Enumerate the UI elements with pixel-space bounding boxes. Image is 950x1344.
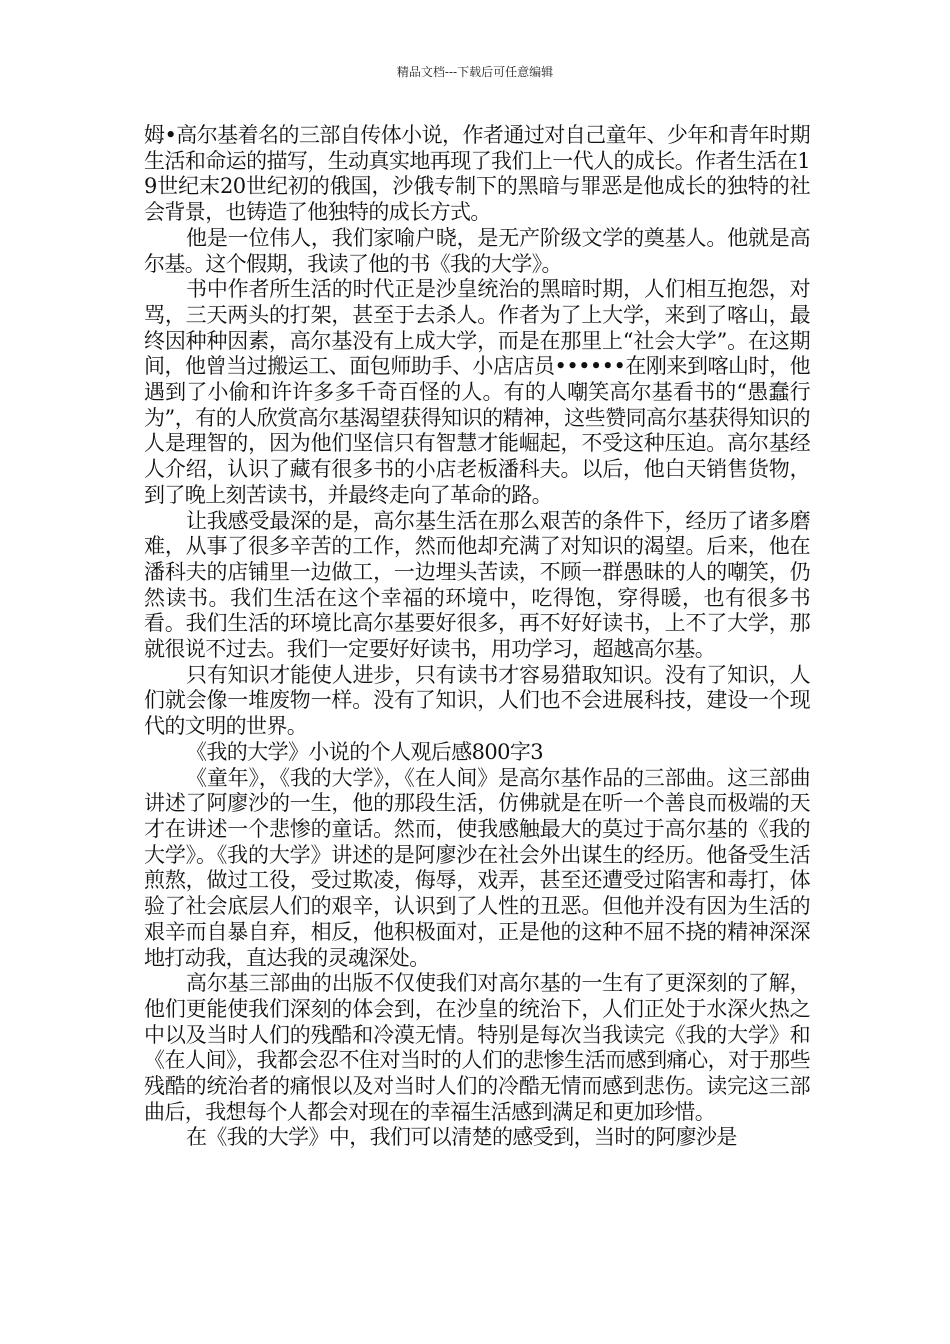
section-heading: 《我的大学》小说的个人观后感800字3	[186, 739, 544, 764]
paragraph-3: 书中作者所生活的时代正是沙皇统治的黑暗时期，人们相互抱怨，对骂，三天两头的打架，甚至于去杀人。作者为了上大学，来到了喀山，最终因种种因素，高尔基没有上成大学，而是在那里上“社会大学”。在这期间，他曾当过搬运工、面包师助手、小店店员••••••在刚来到喀山时，他遇到了小偷和许许多多千奇百怪的人。有的人嘲笑高尔基看书的“愚蠢行为”，有的人欣赏高尔基渴望获得知识的精神，这些赞同高尔基获得知识的人是理智的，因为他们坚信只有智慧才能崛起，不受这种压迫。高尔基经人介绍，认识了藏有很多书的小店老板潘科夫。以后，他白天销售货物，到了晚上刻苦读书，并最终走向了革命的路。	[144, 277, 810, 507]
paragraph-2: 他是一位伟人，我们家喻户晓，是无产阶级文学的奠基人。他就是高尔基。这个假期，我读了他的书《我的大学》。	[144, 225, 810, 276]
paragraph-4: 让我感受最深的是，高尔基生活在那么艰苦的条件下，经历了诸多磨难，从事了很多辛苦的工作，然而他却充满了对知识的渴望。后来，他在潘科夫的店铺里一边做工，一边埋头苦读，不顾一群愚昧的人的嘲笑，仍然读书。我们生活在这个幸福的环境中，吃得饱，穿得暖，也有很多书看。我们生活的环境比高尔基要好很多，再不好好读书，上不了大学，那就很说不过去。我们一定要好好读书，用功学习，超越高尔基。	[144, 508, 810, 662]
paragraph-7: 高尔基三部曲的出版不仅使我们对高尔基的一生有了更深刻的了解，他们更能使我们深刻的体会到，在沙皇的统治下，人们正处于水深火热之中以及当时人们的残酷和冷漠无情。特别是每次当我读完《我的大学》和《在人间》，我都会忍不住对当时的人们的悲惨生活而感到痛心，对于那些残酷的统治者的痛恨以及对当时人们的冷酷无情而感到悲伤。读完这三部曲后，我想每个人都会对现在的幸福生活感到满足和更加珍惜。	[144, 971, 810, 1124]
paragraph-1: 姆•高尔基着名的三部自传体小说，作者通过对自己童年、少年和青年时期生活和命运的描写，生动真实地再现了我们上一代人的成长。作者生活在19世纪末20世纪初的俄国，沙俄专制下的黑暗与罪恶是他成长的独特的社会背景，也铸造了他独特的成长方式。	[144, 123, 810, 225]
paragraph-6: 《童年》，《我的大学》，《在人间》是高尔基作品的三部曲。这三部曲讲述了阿廖沙的一生，他的那段生活，仿佛就是在听一个善良而极端的天才在讲述一个悲惨的童话。然而，使我感触最大的莫过于高尔基的《我的大学》。《我的大学》讲述的是阿廖沙在社会外出谋生的经历。他备受生活煎熬，做过工役，受过欺凌，侮辱，戏弄，甚至还遭受过陷害和毒打，体验了社会底层人们的艰辛，认识到了人性的丑恶。但他并没有因为生活的艰辛而自暴自弃，相反，他积极面对，正是他的这种不屈不挠的精神深深地打动我，直达我的灵魂深处。	[144, 765, 810, 970]
page-header: 精品文档---下载后可任意编辑	[396, 65, 554, 79]
paragraph-5: 只有知识才能使人进步，只有读书才容易猎取知识。没有了知识，人们就会像一堆废物一样。没有了知识，人们也不会进展科技，建设一个现代的文明的世界。	[144, 662, 810, 739]
paragraph-8: 在《我的大学》中，我们可以清楚的感受到，当时的阿廖沙是	[186, 1125, 737, 1150]
document-body	[144, 123, 810, 1151]
